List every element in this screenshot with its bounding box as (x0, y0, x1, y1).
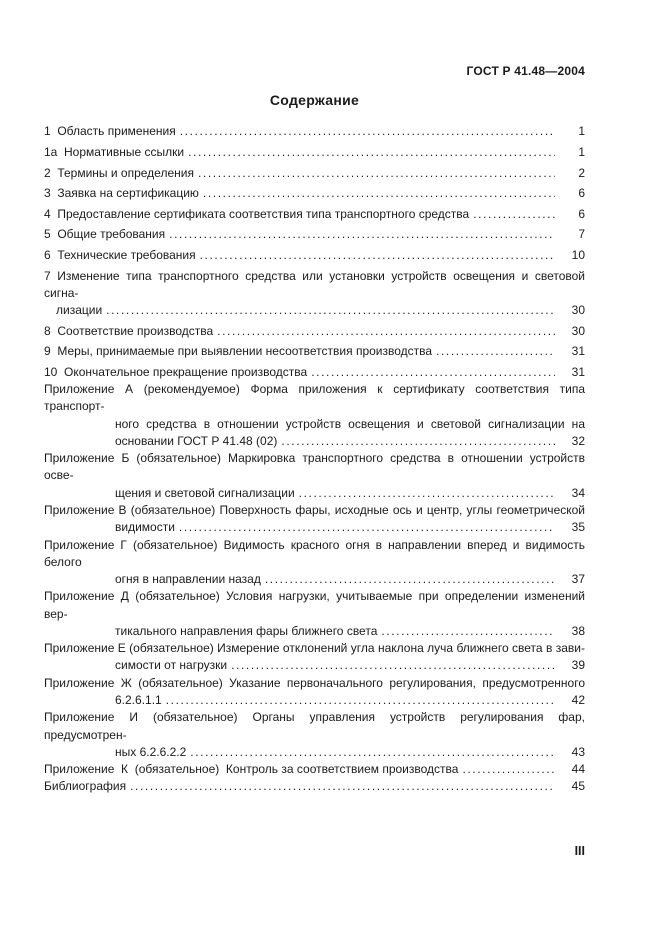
toc-entry-text: лизации (56, 302, 103, 317)
toc-entry-text: 2 Термины и определения (44, 165, 194, 180)
toc-entry-text: 8 Соответствие производства (44, 323, 214, 338)
toc-entry-line (115, 571, 585, 588)
toc-entry (44, 381, 585, 450)
dot-leader (265, 571, 555, 588)
toc-entry-line (44, 761, 585, 778)
toc-entry (44, 537, 585, 589)
dot-leader (169, 226, 555, 243)
toc-entry-line (44, 247, 585, 264)
toc-page-number: 30 (571, 302, 585, 317)
toc-entry-text: 1а Нормативные ссылки (44, 144, 185, 159)
toc-page-number: 7 (578, 227, 585, 242)
toc-entry-text: Приложение Г (обязательное) Видимость красного огня в направлении вперед и видимость белого (44, 537, 585, 569)
toc-entry (44, 761, 585, 778)
toc-entry (44, 226, 585, 243)
dot-leader (166, 692, 555, 709)
toc-page-number: 42 (571, 692, 585, 707)
dot-leader (180, 123, 555, 140)
table-of-contents (44, 120, 585, 796)
toc-entry-line (44, 144, 585, 161)
toc-page-number: 10 (571, 247, 585, 262)
toc-entry (44, 144, 585, 161)
toc-page-number: 38 (571, 623, 585, 638)
dot-leader (231, 657, 555, 674)
dot-leader (106, 302, 555, 319)
dot-leader (473, 206, 555, 223)
dot-leader (462, 761, 555, 778)
toc-entry-text: видимости (115, 520, 175, 535)
toc-entry-line (115, 692, 585, 709)
toc-entry-line (56, 302, 585, 319)
toc-entry (44, 709, 585, 761)
toc-entry-text: Приложение Б (обязательное) Маркировка транспортного средства в отношении устройств осве- (44, 451, 585, 483)
dot-leader (217, 323, 555, 340)
dot-leader (436, 343, 555, 360)
dot-leader (179, 519, 555, 536)
toc-entry-text: Приложение И (обязательное) Органы управления устройств регулирования фар, предусмотрен- (44, 710, 585, 742)
toc-entry-line (44, 123, 585, 140)
toc-page-number: 1 (578, 144, 585, 159)
toc-page-number: 6 (578, 206, 585, 221)
toc-entry-line (44, 343, 585, 360)
toc-entry-line (115, 657, 585, 674)
toc-page-number: 1 (578, 124, 585, 139)
dot-leader (188, 144, 555, 161)
toc-entry (44, 778, 585, 795)
toc-entry-text: Приложение А (рекомендуемое) Форма приложения к сертификату соответствия типа транспорт- (44, 382, 585, 414)
toc-entry-line (115, 623, 585, 640)
dot-leader (203, 185, 555, 202)
dot-leader (198, 165, 555, 182)
toc-entry (44, 675, 585, 709)
toc-entry-text: 6.2.6.1.1 (115, 692, 162, 707)
toc-page-number: 37 (571, 571, 585, 586)
toc-entry (44, 588, 585, 640)
toc-entry (44, 247, 585, 264)
toc-entry-text: ных 6.2.6.2.2 (115, 744, 187, 759)
toc-entry-text: 4 Предоставление сертификата соответствия типа транспортного средства (44, 206, 470, 221)
toc-page-number: 31 (571, 344, 585, 359)
toc-entry-line (115, 433, 585, 450)
dot-leader (130, 778, 555, 795)
dot-leader (190, 744, 555, 761)
toc-entry-text: 5 Общие требования (44, 227, 166, 242)
toc-page-number: 34 (571, 485, 585, 500)
toc-entry-text: ного средства в отношении устройств освещения и световой сигнализации на (115, 416, 585, 431)
toc-entry-text: 3 Заявка на сертификацию (44, 186, 199, 201)
toc-entry-text: Приложение Е (обязательное) Измерение отклонений угла наклона луча ближнего света в зави- (44, 641, 585, 656)
toc-entry-text: симости от нагрузки (115, 658, 228, 673)
toc-entry (44, 185, 585, 202)
toc-entry-line (115, 744, 585, 761)
toc-entry-text: Библиография (44, 779, 127, 794)
toc-entry (44, 206, 585, 223)
toc-entry-text: Приложение Д (обязательное) Условия нагрузки, учитываемые при определении изменений вер- (44, 589, 585, 621)
toc-entry (44, 502, 585, 536)
dot-leader (299, 485, 555, 502)
toc-page-number: 45 (571, 779, 585, 794)
toc-entry-text: Приложение К (обязательное) Контроль за соответствием производства (44, 762, 459, 777)
toc-entry-line (44, 778, 585, 795)
toc-entry-line (115, 519, 585, 536)
toc-entry-text: 7 Изменение типа транспортного средства или установки устройств освещения и световой сигна- (44, 268, 585, 300)
toc-entry-text: основании ГОСТ Р 41.48 (02) (115, 433, 278, 448)
toc-entry-text: щения и световой сигнализации (115, 485, 295, 500)
toc-page-number: 43 (571, 744, 585, 759)
dot-leader (311, 364, 555, 381)
toc-entry (44, 323, 585, 340)
page-title: Содержание (269, 92, 360, 108)
toc-entry (44, 165, 585, 182)
toc-page-number: 30 (571, 323, 585, 338)
toc-entry-text: 6 Технические требования (44, 247, 196, 262)
dot-leader (381, 623, 555, 640)
toc-entry-line (44, 323, 585, 340)
toc-page-number: 39 (571, 658, 585, 673)
dot-leader (281, 433, 555, 450)
toc-entry (44, 343, 585, 360)
toc-page-number: 35 (571, 520, 585, 535)
toc-entry-text: тикального направления фары ближнего света (115, 623, 378, 638)
doc-code: ГОСТ Р 41.48—2004 (466, 64, 585, 78)
dot-leader (200, 247, 555, 264)
toc-page-number: 31 (571, 364, 585, 379)
toc-page-number: 44 (571, 762, 585, 777)
toc-entry-line (44, 206, 585, 223)
toc-page-number: 2 (578, 165, 585, 180)
toc-entry-text: 10 Окончательное прекращение производства (44, 364, 308, 379)
page-number-footer: III (574, 844, 585, 858)
toc-entry-text: Приложение Ж (обязательное) Указание первоначального регулирования, предусмотренного (44, 675, 585, 690)
toc-entry (44, 123, 585, 140)
toc-page-number: 6 (578, 186, 585, 201)
toc-entry-line (44, 165, 585, 182)
toc-entry-text: Приложение В (обязательное) Поверхность фары, исходные ось и центр, углы геометрической (44, 502, 585, 517)
toc-entry (44, 268, 585, 320)
toc-entry-line (44, 185, 585, 202)
toc-entry-line (115, 485, 585, 502)
toc-entry-text: 1 Область применения (44, 124, 176, 139)
toc-entry-line (44, 364, 585, 381)
toc-entry-line (44, 226, 585, 243)
toc-entry (44, 640, 585, 674)
toc-entry-text: 9 Меры, принимаемые при выявлении несоответствия производства (44, 344, 433, 359)
toc-page-number: 32 (571, 433, 585, 448)
toc-entry (44, 364, 585, 381)
toc-entry-text: огня в направлении назад (115, 571, 261, 586)
toc-entry (44, 450, 585, 502)
